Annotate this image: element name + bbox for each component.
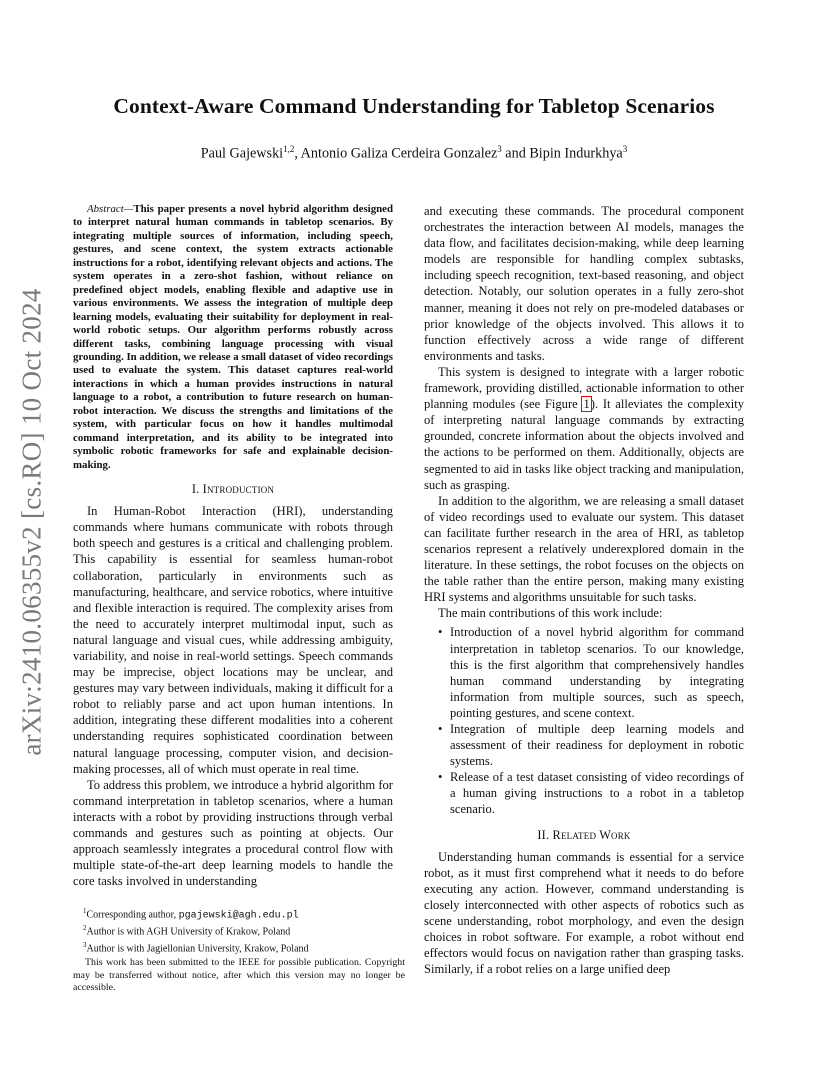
paragraph-text: This system is designed to integrate with a larger robotic framework, providing distilled, actionable information to other planning modules (see Figure	[424, 364, 744, 412]
abstract	[73, 203, 393, 472]
footnote-number: 3	[83, 940, 87, 949]
bullet-icon: •	[438, 722, 443, 736]
footnote-text: Corresponding author,	[86, 909, 179, 921]
author-affiliation: 3	[497, 144, 502, 154]
right-column	[424, 203, 744, 977]
footnotes	[73, 905, 403, 955]
abstract-dash: —	[123, 203, 134, 215]
section-heading-introduction	[73, 481, 393, 497]
list-item-text: Release of a test dataset consisting of video recordings of a human giving instructions to a robot in a tabletop scenario.	[450, 770, 744, 817]
footnote	[73, 905, 403, 922]
contributions-intro: The main contributions of this work include:	[438, 606, 663, 621]
abstract-label: Abstract	[87, 203, 124, 215]
author-name: Antonio Galiza Cerdeira Gonzalez	[300, 145, 498, 162]
intro-paragraph-continued: and executing these commands. The procedural component orchestrates the interaction between AI models, manages the data flow, and facilitates decision-making, while deep learning models are responsible for handling complex subtasks, including speech recognition, text-based reasoning, and object detection. Notably, our solution operates in a fully zero-shot manner, meaning it does not rely on pre-modeled databases or prior knowledge of the objects involved. This allows it to function effectively across a wide range of different environments and tasks.	[424, 204, 744, 363]
related-work-paragraph: Understanding human commands is essential for a service robot, as it must first comprehend what it needs to do before executing any action. However, command understanding is closely interconnected with other aspects of robotics such as scene understanding, robot morphology, and even the design choices in robot software. For example, a robot without end effectors would focus on navigation rather than grasping tasks. Similarly, if a robot relies on a large unified deep	[424, 849, 744, 977]
left-column	[73, 203, 393, 889]
contributions-list	[424, 624, 744, 817]
author-name: Bipin Indurkhya	[529, 145, 623, 162]
bullet-icon: •	[438, 770, 443, 785]
author-separator: ,	[294, 145, 301, 162]
author-list	[0, 144, 828, 163]
author-affiliation: 3	[622, 144, 628, 154]
footnote-number: 1	[83, 907, 87, 915]
arxiv-sidebar	[12, 287, 52, 757]
bullet-icon: •	[438, 625, 443, 640]
author-name: Paul Gajewski	[200, 145, 284, 162]
intro-paragraph: To address this problem, we introduce a hybrid algorithm for command interpretation in tabletop scenarios, where a human interacts with a robot by providing instructions through verbal commands and gestures such as pointing at objects. Our approach seamlessly integrates a procedural control flow with multiple state-of-the-art deep learning models to handle the core tasks involved in understanding	[73, 777, 393, 889]
section-number: I.	[191, 482, 200, 497]
list-item-text: Introduction of a novel hybrid algorithm for command interpretation in tabletop scenarios. To our knowledge, this is the first algorithm that comprehensively handles human command understanding by integrating information from multiple sources, such as speech, pointing gestures, and scene context.	[450, 625, 744, 720]
list-item	[438, 624, 744, 721]
footnote-text: Author is with Jagiellonian University, Krakow, Poland	[86, 942, 309, 954]
footnote	[73, 922, 403, 938]
footnote	[73, 939, 403, 955]
intro-paragraph	[424, 364, 744, 493]
author-separator: and	[501, 145, 530, 162]
section-number: II.	[537, 827, 550, 842]
abstract-text: This paper presents a novel hybrid algorithm designed to interpret natural human commands in tabletop scenarios. By integrating multiple sources of information, including speech, gestures, and scene context, the system extracts actionable instructions for a robot, identifying relevant objects and actions. The system operates in a zero-shot fashion, without reliance on predefined object models, enabling flexible and adaptive use in various environments. We assess the integration of multiple deep learning models, evaluating their suitability for deployment in real-world robotic setups. Our algorithm performs robustly across different tasks, combining language processing with visual grounding. In addition, we release a small dataset of video recordings used to evaluate the system. This dataset captures real-world interactions in which a human provides instructions in natural language to a robot, a contribution to future research on human-robot interaction. We discuss the strengths and limitations of the system, with particular focus on how it handles multimodal command interpretation, and its ability to be integrated into symbolic robotic frameworks for safe and explainable decision-making.	[73, 203, 393, 471]
section-title: Introduction	[202, 482, 275, 497]
list-item-text: Integration of multiple deep learning models and assessment of their readiness for deployment in robotic systems.	[450, 722, 744, 769]
paper-title: Context-Aware Command Understanding for Tabletop Scenarios	[113, 94, 715, 118]
figure-reference-link[interactable]: 1	[583, 397, 590, 412]
list-item	[438, 769, 744, 817]
ieee-notice: This work has been submitted to the IEEE for possible publication. Copyright may be transferred without notice, after which this version may no longer be accessible.	[73, 957, 405, 993]
corresponding-email[interactable]: pgajewski@agh.edu.pl	[178, 910, 299, 922]
arxiv-identifier: arXiv:2410.06355v2 [cs.RO] 10 Oct 2024	[16, 288, 47, 756]
author-affiliation: 1,2	[283, 144, 295, 154]
footnote-text: Author is with AGH University of Krakow, Poland	[86, 926, 291, 938]
section-heading-related-work	[424, 827, 744, 843]
intro-paragraph: In addition to the algorithm, we are releasing a small dataset of video recordings used to evaluate our system. This dataset can facilitate further research in the area of HRI, as tabletop scenarios represent a relatively underexplored domain in the literature. In these settings, the robot focuses on the objects on the table rather than the entire person, making many existing HRI systems and algorithms unsuitable for such tasks.	[424, 493, 744, 605]
intro-paragraph: In Human-Robot Interaction (HRI), understanding commands where humans communicate with robots through both speech and gestures is a critical and challenging problem. This capability is essential for seamless human-robot collaboration, particularly in environments such as manufacturing, healthcare, and service robotics, where intuitive and flexible interaction is required. The complexity arises from the need to accurately interpret multimodal input, such as natural language and visual cues, while addressing ambiguity, variability, and noise in real-world settings. Speech commands may be imprecise, object locations may be unclear, and gestures may vary between individuals, making it difficult for a robot to reliably parse and act upon human intentions. In addition, integrating these different modalities into a coherent understanding requires sophisticated coordination between natural language processing, computer vision, and decision-making processes, all of which must operate in real time.	[73, 504, 393, 776]
footnote-number: 2	[83, 924, 87, 933]
section-title: Related Work	[552, 827, 631, 842]
paragraph-text: ). It alleviates the complexity of interpreting natural language commands by extracting grounded, concrete information about the objects involved and the actions to be performed on them. Additionally, objects are segmented to aid in tasks like object tracking and manipulation, such as grasping.	[424, 397, 744, 492]
list-item	[438, 721, 744, 769]
